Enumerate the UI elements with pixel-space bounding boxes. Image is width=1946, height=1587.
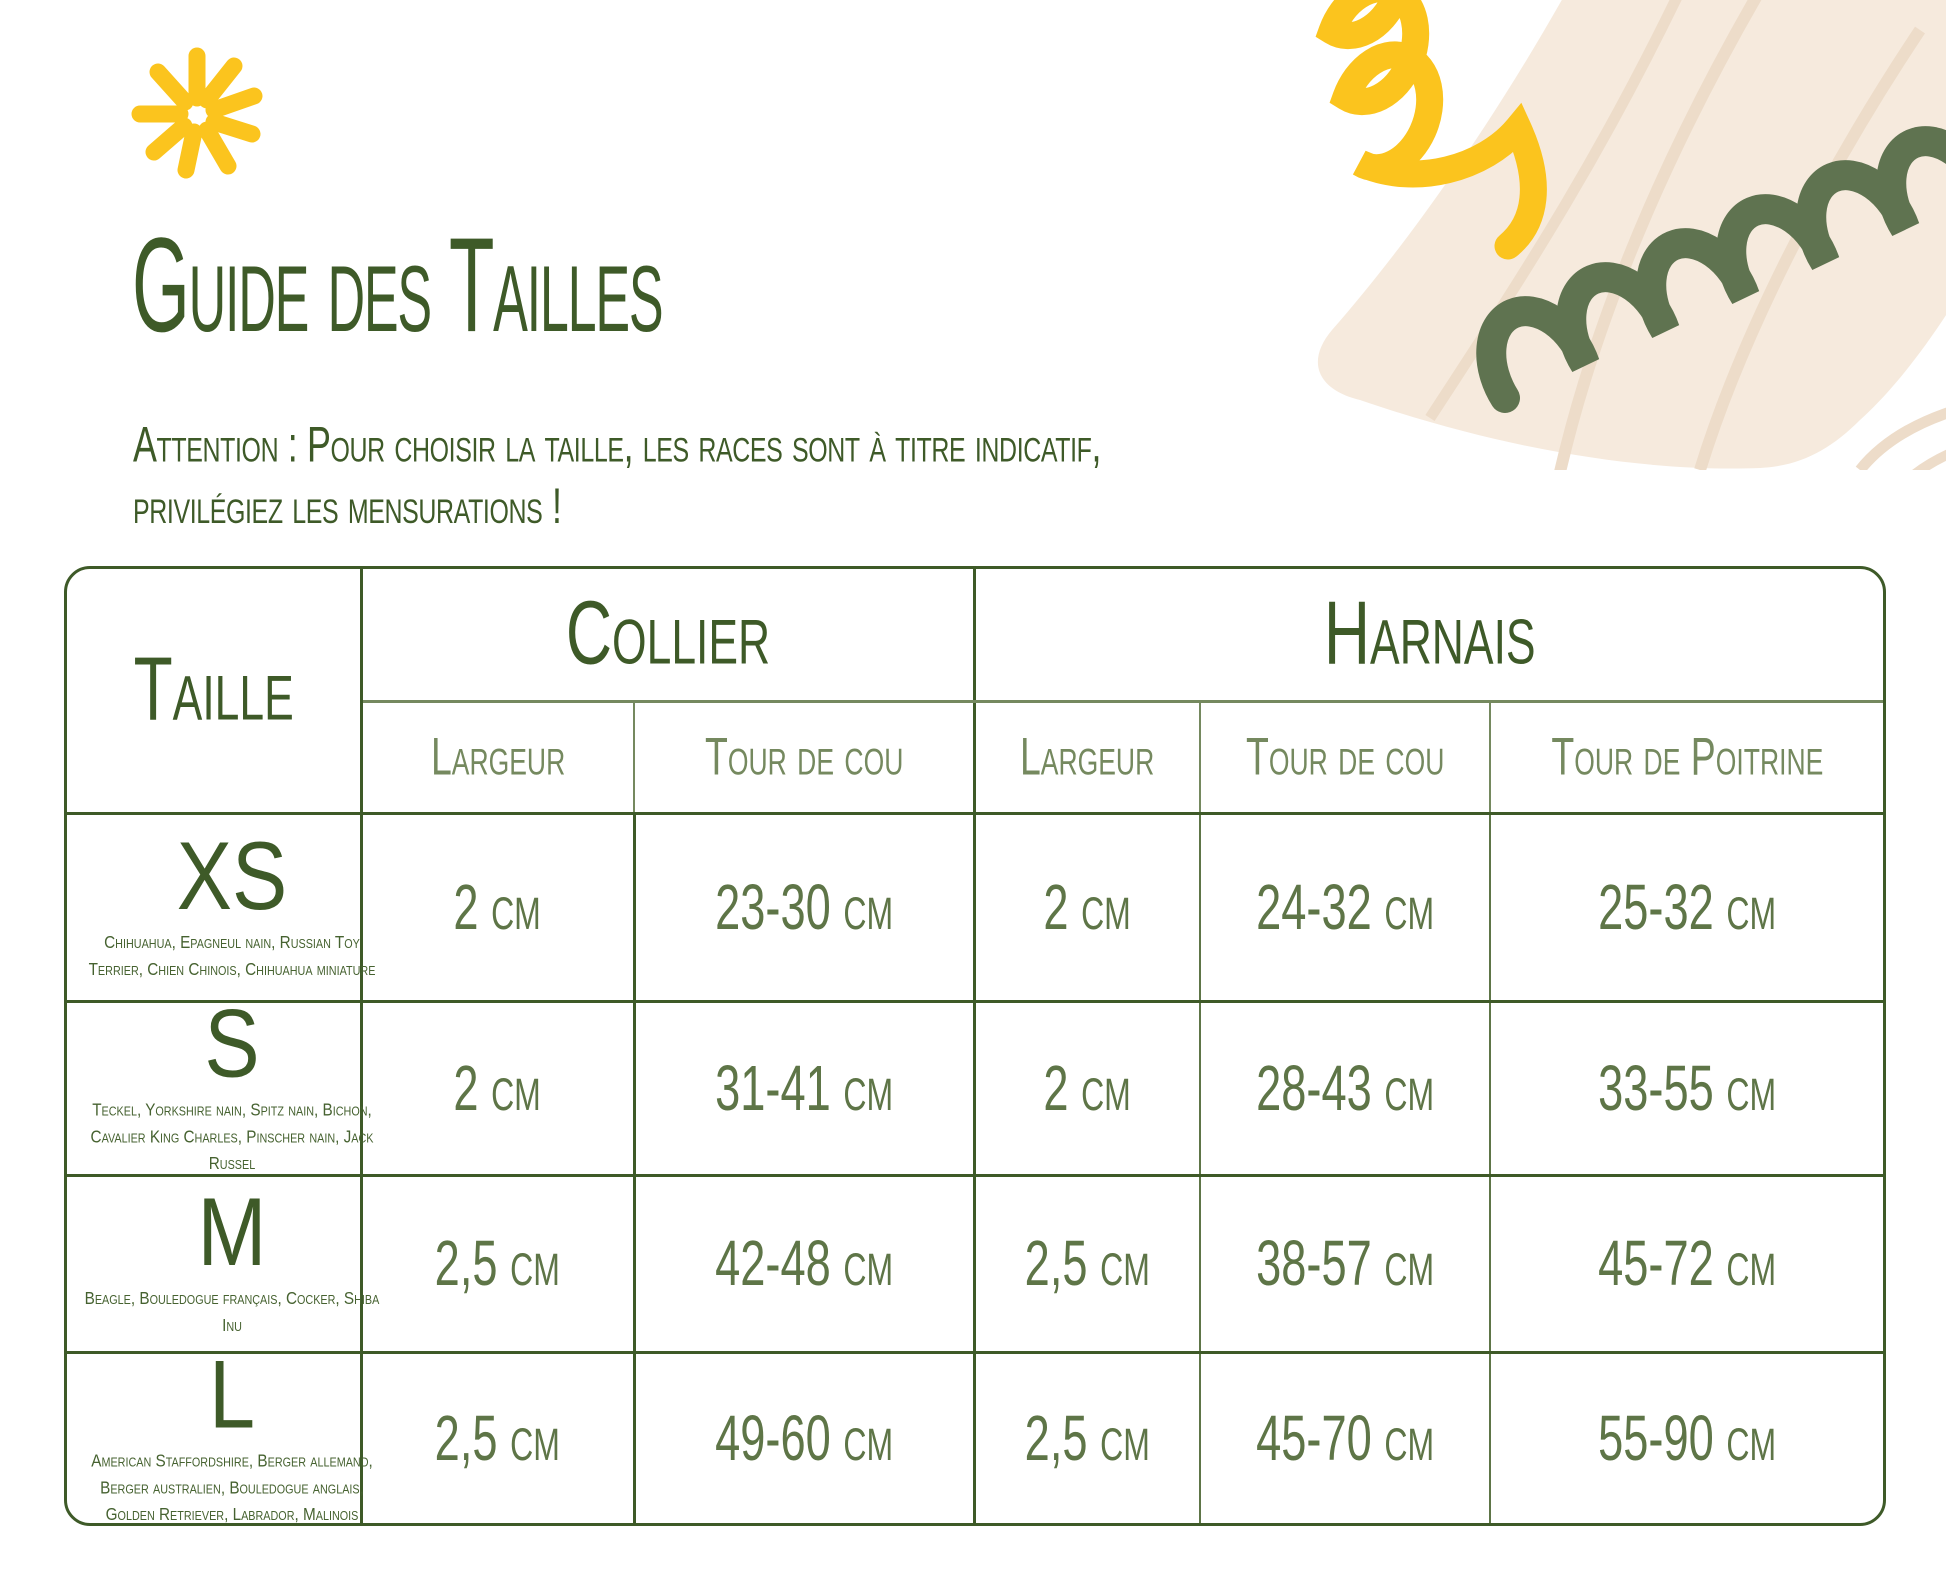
subheader-collier-tour-de-cou: Tour de cou <box>634 701 974 813</box>
l-harnais-tour-de-cou: 45-70 cm <box>1200 1352 1490 1523</box>
size-cell-l <box>67 1340 373 1524</box>
xs-harnais-tour-de-cou: 24-32 cm <box>1200 813 1490 1001</box>
m-collier-tour-de-cou: 42-48 cm <box>634 1175 974 1352</box>
s-harnais-tour-de-poitrine: 33-55 cm <box>1490 1001 1883 1175</box>
table-row-xs <box>67 813 1883 1001</box>
table-row-l <box>67 1352 1883 1523</box>
m-harnais-tour-de-poitrine: 45-72 cm <box>1490 1175 1883 1352</box>
xs-harnais-tour-de-poitrine: 25-32 cm <box>1490 813 1883 1001</box>
s-harnais-tour-de-cou: 28-43 cm <box>1200 1001 1490 1175</box>
subheader-harnais-tour-de-cou: Tour de cou <box>1200 701 1490 813</box>
size-label: L <box>208 1340 256 1448</box>
size-guide-table <box>64 566 1886 1526</box>
s-collier-tour-de-cou: 31-41 cm <box>634 1001 974 1175</box>
table-row-s <box>67 1001 1883 1175</box>
size-cell-xs <box>67 813 376 1001</box>
size-label: M <box>197 1179 267 1287</box>
breed-list: Beagle, Bouledogue français, Cocker, Shiba Inu <box>84 1288 380 1336</box>
breed-list: Teckel, Yorkshire nain, Spitz nain, Bichon, Cavalier King Charles, Pinscher nain, Jack Russel <box>90 1100 374 1174</box>
page-title: Guide des Tailles <box>132 210 663 361</box>
m-harnais-tour-de-cou: 38-57 cm <box>1200 1175 1490 1352</box>
l-collier-largeur: 2,5 cm <box>361 1352 634 1523</box>
asterisk-doodle-icon <box>122 38 272 188</box>
top-right-decoration <box>1000 0 1946 470</box>
l-collier-tour-de-cou: 49-60 cm <box>634 1352 974 1523</box>
column-header-collier: Collier <box>361 569 974 701</box>
xs-collier-tour-de-cou: 23-30 cm <box>634 813 974 1001</box>
table-row-m <box>67 1175 1883 1352</box>
size-cell-m <box>67 1175 380 1352</box>
xs-harnais-largeur: 2 cm <box>974 813 1200 1001</box>
column-header-harnais: Harnais <box>974 569 1883 701</box>
subheader-harnais-largeur: Largeur <box>974 701 1200 813</box>
column-header-taille: Taille <box>67 569 361 813</box>
m-collier-largeur: 2,5 cm <box>361 1175 634 1352</box>
s-collier-largeur: 2 cm <box>361 1001 634 1175</box>
subheader-collier-largeur: Largeur <box>361 701 634 813</box>
table-header-row <box>67 569 1883 701</box>
size-label: S <box>204 990 260 1098</box>
breed-list: Chihuahua, Epagneul nain, Russian Toy Terrier, Chien Chinois, Chihuahua miniature <box>88 932 376 980</box>
subheader-harnais-tour-de-poitrine: Tour de Poitrine <box>1490 701 1883 813</box>
m-harnais-largeur: 2,5 cm <box>974 1175 1200 1352</box>
xs-collier-largeur: 2 cm <box>361 813 634 1001</box>
l-harnais-largeur: 2,5 cm <box>974 1352 1200 1523</box>
subtitle-line-2: privilégiez les mensurations ! <box>133 477 562 534</box>
subtitle-line-1: Attention : Pour choisir la taille, les races sont à titre indicatif, <box>133 416 1102 473</box>
breed-list: American Staffordshire, Berger allemand, Berger australien, Bouledogue anglais, Golden Retriever, Labrador, Malinois <box>91 1450 373 1524</box>
s-harnais-largeur: 2 cm <box>974 1001 1200 1175</box>
size-label: XS <box>176 822 288 930</box>
page-subtitle <box>133 414 1101 537</box>
size-cell-s <box>67 990 374 1175</box>
l-harnais-tour-de-poitrine: 55-90 cm <box>1598 1402 1777 1475</box>
